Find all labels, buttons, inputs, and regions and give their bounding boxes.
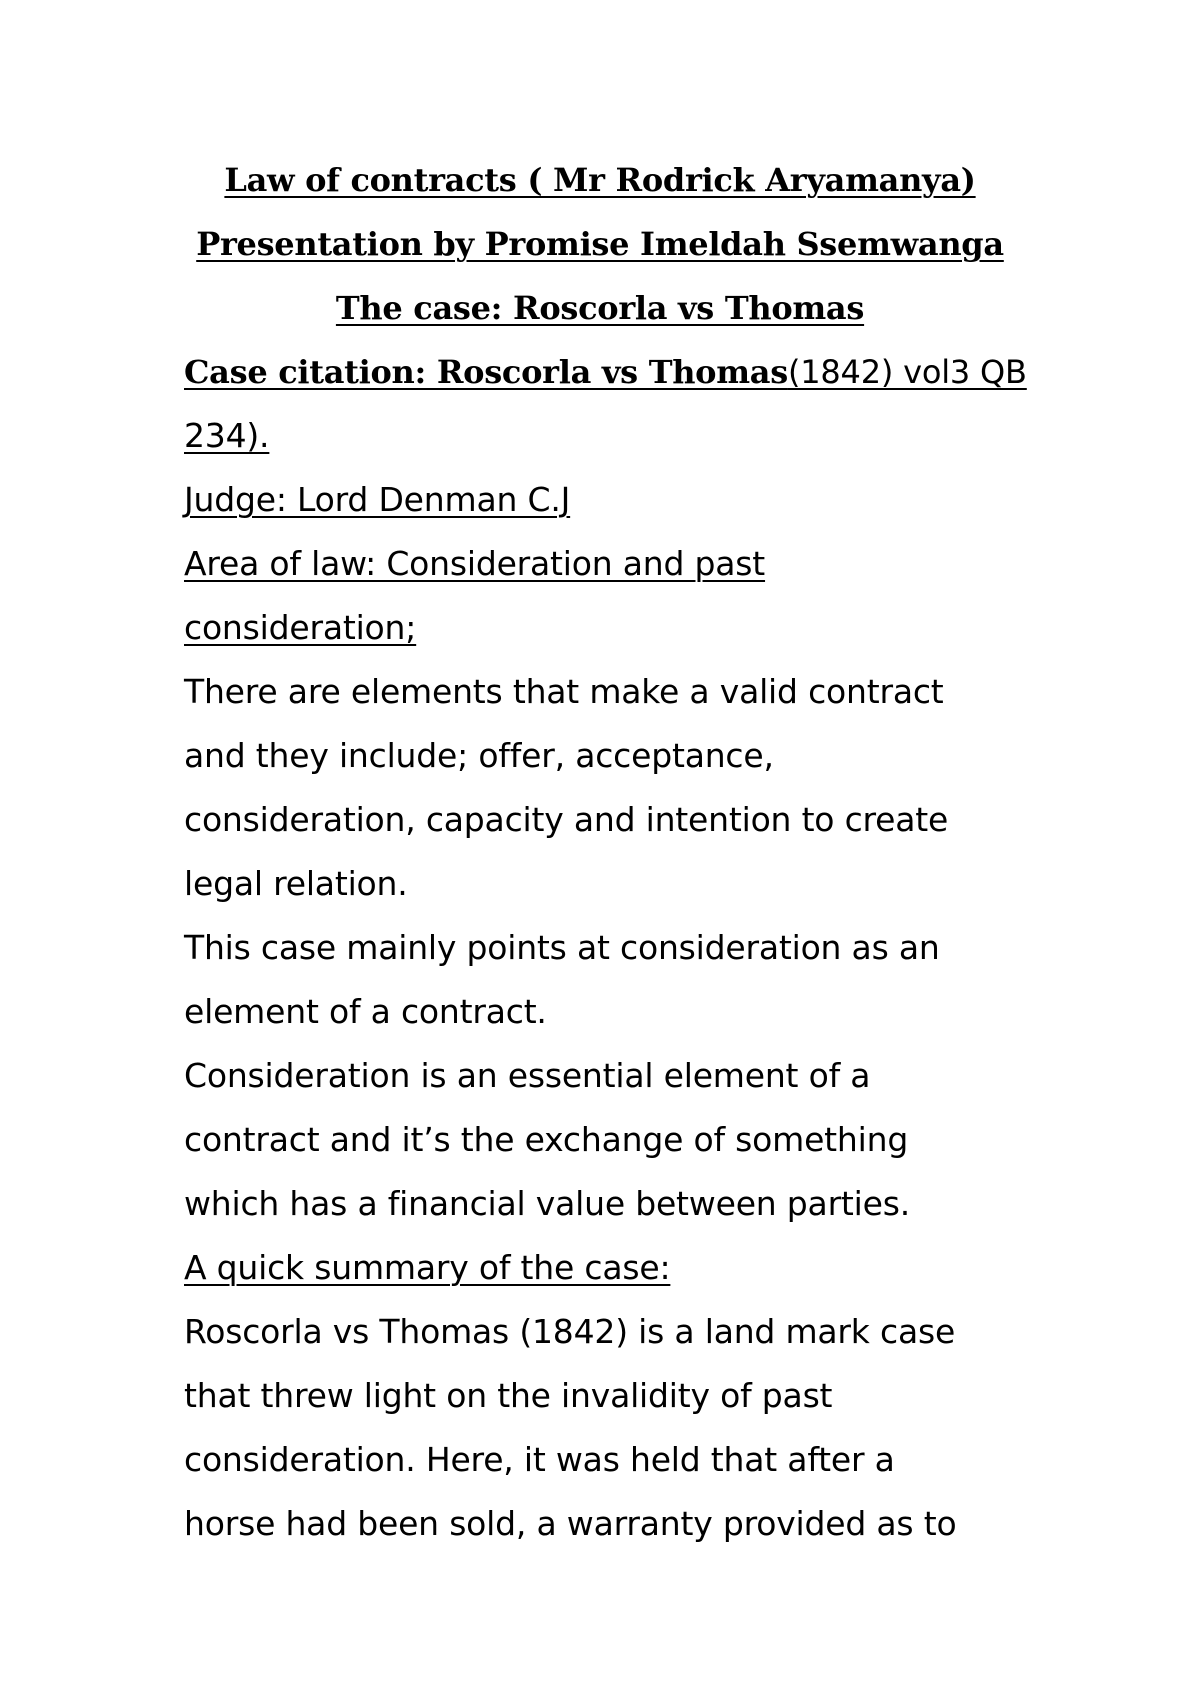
body-line: consideration, capacity and intention to create [184,800,949,839]
body-line: and they include; offer, acceptance, [184,736,774,775]
summary-line: horse had been sold, a warranty provided as to [184,1504,957,1543]
body-line: legal relation. [184,864,408,903]
summary-line: Roscorla vs Thomas (1842) is a land mark case [184,1312,956,1351]
area-of-law-line-2: consideration; [184,608,417,647]
presenter-line: Presentation by Promise Imeldah Ssemwanga [196,225,1004,263]
case-name-line: The case: Roscorla vs Thomas [335,289,865,327]
summary-line: that threw light on the invalidity of past [184,1376,833,1415]
citation-reference-continued: 234). [184,416,270,455]
body-line: There are elements that make a valid contract [184,672,944,711]
case-citation-line [184,340,1084,404]
summary-heading: A quick summary of the case: [184,1248,671,1287]
judge-line: Judge: Lord Denman C.J [184,480,571,519]
body-line: which has a financial value between parties. [184,1184,911,1223]
document-title: Law of contracts ( Mr Rodrick Aryamanya) [224,161,976,199]
citation-reference: (1842) vol3 QB [787,353,1027,391]
body-line: contract and it’s the exchange of something [184,1120,909,1159]
summary-line: consideration. Here, it was held that after a [184,1440,895,1479]
area-of-law-line-1: Area of law: Consideration and past [184,544,766,583]
body-line: Consideration is an essential element of a [184,1056,871,1095]
body-line: element of a contract. [184,992,547,1031]
citation-label: Case citation: Roscorla vs Thomas [184,353,788,391]
body-line: This case mainly points at consideration as an [184,928,940,967]
